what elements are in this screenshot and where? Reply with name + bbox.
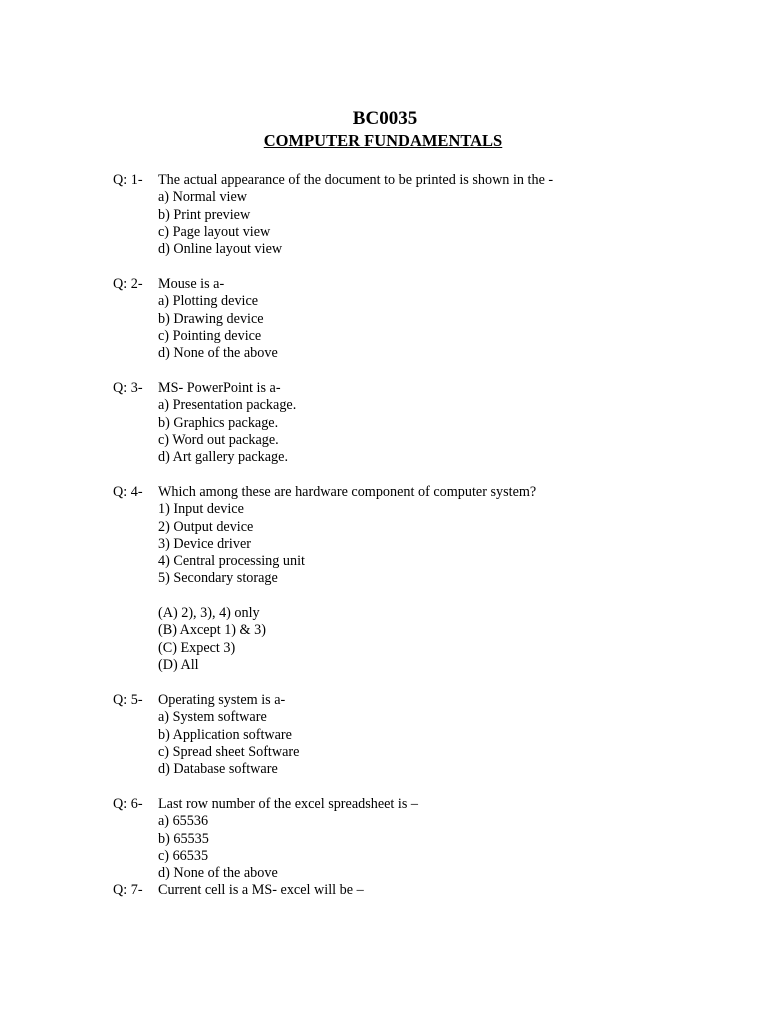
option: b) Graphics package. [158,414,279,431]
option: b) Print preview [158,206,251,223]
question-number: Q: 1- [113,172,143,188]
list-item: 5) Secondary storage [158,570,278,587]
question-4 [113,484,733,674]
list-item: 2) Output device [158,518,254,535]
question-number: Q: 2- [113,276,143,292]
question-number: Q: 7- [113,882,143,898]
question-6 [113,796,733,882]
question-number: Q: 6- [113,796,143,812]
question-text: The actual appearance of the document to be printed is shown in the - [158,172,554,188]
list-item: 1) Input device [158,501,244,518]
question-7 [113,882,733,899]
question-number: Q: 4- [113,484,143,500]
option: b) Application software [158,726,292,743]
option: (A) 2), 3), 4) only [158,605,260,622]
option: a) 65536 [158,813,209,830]
question-text: Mouse is a- [158,276,225,292]
question-2 [113,276,733,362]
option: c) Word out package. [158,431,279,448]
option: b) 65535 [158,830,209,847]
list-item: 4) Central processing unit [158,553,305,570]
option: d) None of the above [158,345,278,362]
option: b) Drawing device [158,310,264,327]
list-item: 3) Device driver [158,535,251,552]
document-title: COMPUTER FUNDAMENTALS [263,131,503,150]
question-3 [113,380,733,466]
option: a) System software [158,709,267,726]
question-number: Q: 5- [113,692,143,708]
question-1 [113,172,733,258]
question-text: MS- PowerPoint is a- [158,380,281,396]
option: c) 66535 [158,847,209,864]
option: d) Art gallery package. [158,449,288,466]
option: d) Database software [158,761,278,778]
option: (D) All [158,656,199,673]
question-number: Q: 3- [113,380,143,396]
option: a) Presentation package. [158,397,297,414]
option: c) Page layout view [158,223,271,240]
question-text: Current cell is a MS- excel will be – [158,882,364,898]
option: a) Plotting device [158,293,259,310]
question-text: Operating system is a- [158,692,286,708]
option: c) Spread sheet Software [158,743,300,760]
option: (C) Expect 3) [158,639,236,656]
question-text: Last row number of the excel spreadsheet is – [158,796,419,812]
question-text: Which among these are hardware component of computer system? [158,484,537,500]
option: c) Pointing device [158,327,262,344]
option: d) Online layout view [158,241,283,258]
question-5 [113,692,733,778]
option: d) None of the above [158,865,278,882]
course-code: BC0035 [352,108,418,129]
option: (B) Axcept 1) & 3) [158,622,266,639]
option: a) Normal view [158,189,248,206]
